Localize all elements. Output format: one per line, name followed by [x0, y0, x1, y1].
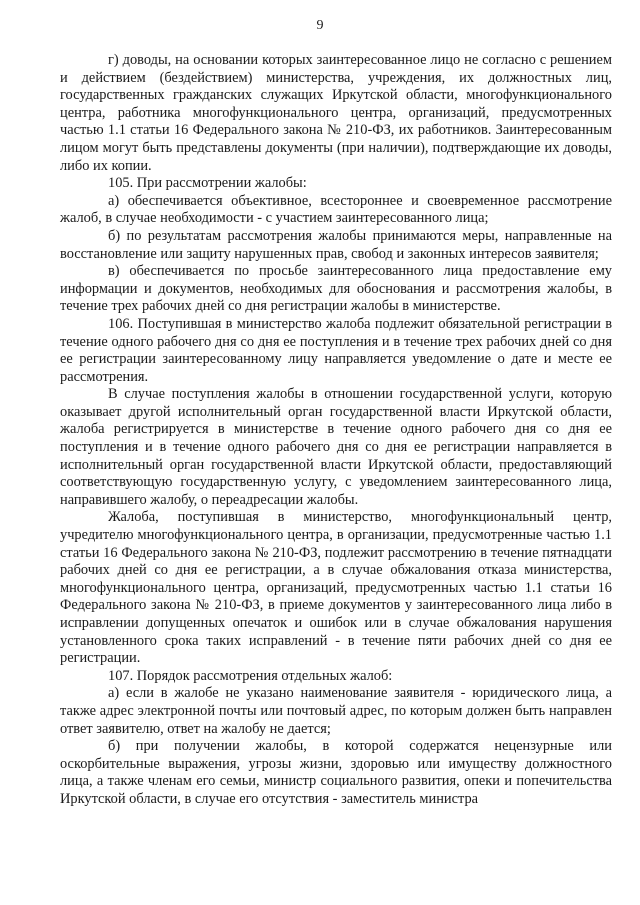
paragraph-105-v: в) обеспечивается по просьбе заинтересованного лица предоставление ему информации и документов, необходимых для обоснования и рассмотрения жалобы, в течение трех рабочих дней со дня регистрации жалобы в министерстве.	[60, 263, 612, 315]
paragraph-106: 106. Поступившая в министерство жалоба подлежит обязательной регистрации в течение одного рабочего дня со дня ее поступления и в течение трех рабочих дней со дня ее регистрации заинтересованному лицу направляется уведомление о дате и месте ее рассмотрения.	[60, 315, 612, 385]
document-body	[60, 52, 612, 809]
paragraph-4-g-arguments: г) доводы, на основании которых заинтересованное лицо не согласно с решением и действием (бездействием) министерства, учреждения, их должностных лиц, государственных гражданских служащих Иркутской области, многофункционального центра, работника многофункционального центра, организаций, предусмотренных частью 1.1 статьи 16 Федерального закона № 210-ФЗ, их работников. Заинтересованным лицом могут быть представлены документы (при наличии), подтверждающие их доводы, либо их копии.	[60, 52, 612, 174]
paragraph-105-b: б) по результатам рассмотрения жалобы принимаются меры, направленные на восстановление или защиту нарушенных прав, свобод и законных интересов заявителя;	[60, 227, 612, 262]
paragraph-107-b: б) при получении жалобы, в которой содержатся нецензурные или оскорбительные выражения, угрозы жизни, здоровью или имуществу должностного лица, а также членам его семьи, министр социального развития, опеки и попечительства Иркутской области, в случае его отсутствия - заместитель министра	[60, 738, 612, 807]
paragraph-105-heading: 105. При рассмотрении жалобы:	[108, 175, 307, 192]
paragraph-105-a: а) обеспечивается объективное, всестороннее и своевременное рассмотрение жалоб, в случае необходимости - с участием заинтересованного лица;	[60, 192, 612, 227]
paragraph-107-a: а) если в жалобе не указано наименование заявителя - юридического лица, а также адрес электронной почты или почтовый адрес, по которым должен быть направлен ответ заявителю, ответ на жалобу не дается;	[60, 685, 612, 737]
paragraph-106-terms: Жалоба, поступившая в министерство, многофункциональный центр, учредителю многофункционального центра, в организации, предусмотренные частью 1.1 статьи 16 Федерального закона № 210-ФЗ, подлежит рассмотрению в течение пятнадцати рабочих дней со дня ее регистрации, а в случае обжалования отказа министерства, многофункционального центра, организаций, предусмотренных частью 1.1 статьи 16 Федерального закона № 210-ФЗ, в приеме документов у заинтересованного лица либо в исправлении допущенных опечаток и ошибок или в случае обжалования нарушения установленного срока таких исправлений - в течение пяти рабочих дней со дня ее регистрации.	[60, 509, 612, 667]
page-number: 9	[316, 18, 324, 33]
paragraph-107-heading: 107. Порядок рассмотрения отдельных жалоб:	[108, 667, 393, 684]
paragraph-106-redirect: В случае поступления жалобы в отношении государственной услуги, которую оказывает другой исполнительный орган государственной власти Иркутской области, жалоба регистрируется в министерстве в течение одного рабочего дня со дня ее поступления и в течение одного рабочего дня со дня ее регистрации направляется в исполнительный орган государственной власти Иркутской области, предоставляющий соответствующую государственную услугу, с уведомлением заинтересованного лица, направившего жалобу, о переадресации жалобы.	[60, 386, 612, 508]
